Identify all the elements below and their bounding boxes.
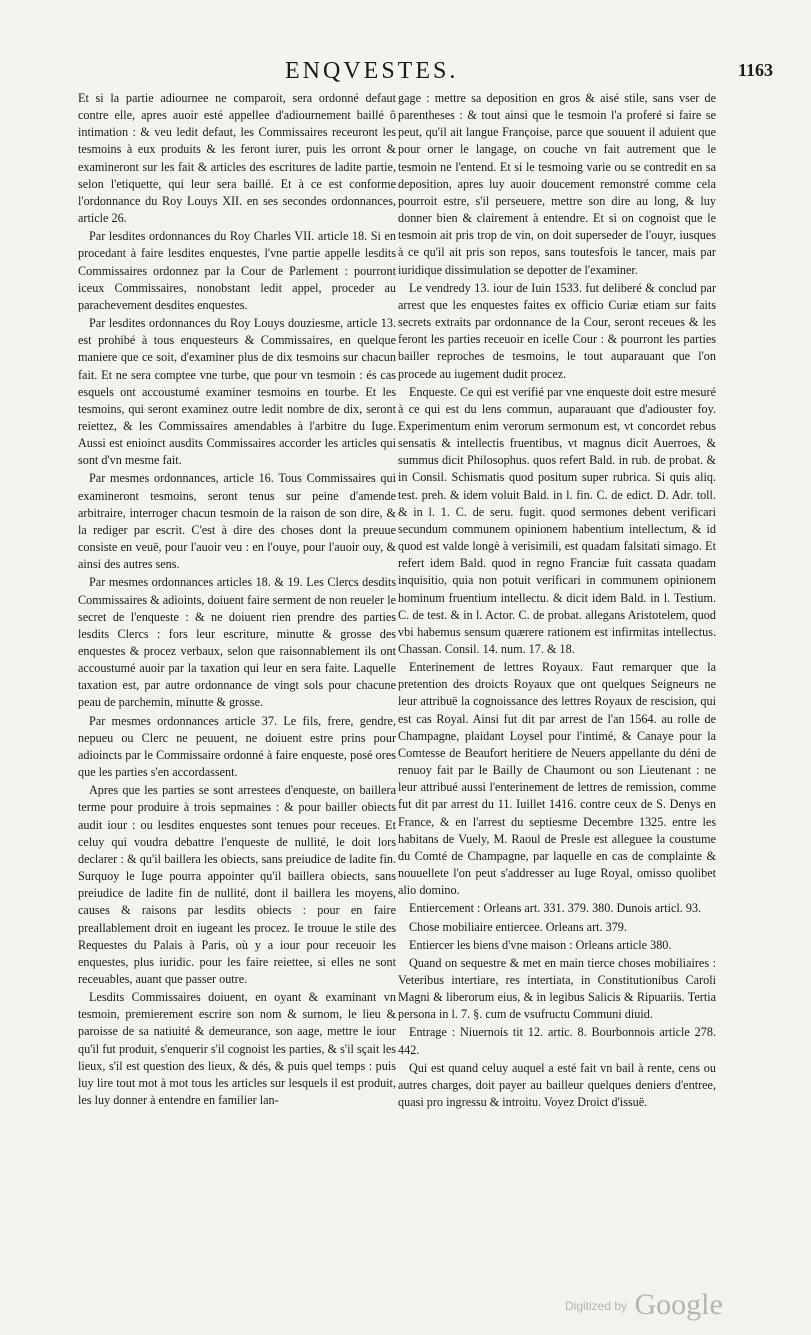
paragraph: Par mesmes ordonnances article 37. Le fils, frere, gendre, nepueu ou Clerc ne peuuent, ne doiuent estre prins pour adioincts par le Commissaire ordonné à faire enqueste, posé ores que les parties s'en accordassent.	[78, 713, 396, 780]
running-title: ENQVESTES.	[285, 58, 459, 84]
paragraph: Par lesdites ordonnances du Roy Louys douziesme, article 13. est prohibé à tous enquesteurs & Commissaires, en quelque maniere que ce soit, d'examiner plus de dix tesmoins sur chacun fait. Et ne sera comptee vne turbe, que pour vn tesmoin : és cas esquels ont accoustumé examiner tesmoins en tourbe. Et les tesmoins, qui seront examinez outre ledit nombre de dix, seront reiettez, & les Commissaires amendables à l'arbitre du Iuge. Aussi est enioinct ausdits Commissaires accorder les articles qui sont d'vn mesme fait.	[78, 316, 396, 468]
paragraph: Entrage : Niuernois tit 12. artic. 8. Bourbonnois article 278. 442.	[398, 1025, 716, 1057]
paragraph: Par lesdites ordonnances du Roy Charles VII. article 18. Si en procedant à faire lesdites enquestes, l'vne partie appelle lesdits Commissaires ordonnez par la Cour de Parlement : pourront iceux Commissaires, nonobstant ledit appel, proceder au parachevement desdites enquestes.	[78, 229, 396, 312]
paragraph: Et si la partie adiournee ne comparoit, sera ordonné defaut contre elle, apres auoir esté appellee d'adiournement baillé ô intimation : & veu ledit defaut, les Commissaires receuront les tesmoins à eux produits & les feront iurer, puis les orront & examineront sur les fait & articles des escritures de ladite partie, selon l'etiquette, qui leur sera baillé. Et à ce est conforme l'ordonnance du Roy Louys XII. en ses secondes ordonnances, article 26.	[78, 91, 396, 226]
right-column	[398, 90, 716, 1112]
paragraph: Enqueste. Ce qui est verifié par vne enqueste doit estre mesuré à ce qui est du lens commun, auparauant que d'adiouster foy. Experimentum enim verorum sermonum est, vt concordet rebus sensatis & intellectis fruentibus, vt magnus dicit Auerroes, & summus dicit Philosophus. quos refert Bald. in rub. de probat. & in Consil. Schismatis quod positum super rubrica. Si quis aliq. test. preh. & idem voluit Bald. in l. fin. C. de edict. D. Adr. toll. & in l. 1. C. de seru. fugit. quod sermones debent verificari secundum communem opinionem habentium intellectum, & id quod est valde longè à verisimili, est quadam falsitati simago. Et refert idem Bald. quod in regno Franciæ fuit cassata quadam inquisitio, quia non potuit verificari in communem opinionem hominum fruentium intellectu. & dicit idem Bald. in l. Testium. C. de test. & in l. Actor. C. de probat. allegans Aristotelem, quod vbi habemus sensum quærere rationem est infirmitas intellectus. Chassan. Consil. 14. num. 17. & 18.	[398, 384, 716, 656]
paragraph: Par mesmes ordonnances articles 18. & 19. Les Clercs desdits Commissaires & adioints, doiuent faire serment de non reueler le secret de l'enqueste : & ne doiuent rien prendre des parties lesdits Clercs : fors leur escriture, minutte & grosse des enquestes & procez verbaux, selon que raisonnablement ils ont accoustumé auoir par la taxation qui leur en sera faite. Laquelle taxation est, par autre ordonnance de vingt sols pour chacune peau de parchemin, minutte & grosse.	[78, 575, 396, 710]
paragraph: Entiercer les biens d'vne maison : Orleans article 380.	[409, 937, 672, 952]
page-number: 1163	[738, 60, 774, 80]
digitized-by-google-watermark	[565, 1288, 723, 1322]
paragraph: Le vendredy 13. iour de Iuin 1533. fut deliberé & conclud par arrest que les enquestes faites ex officio Curiæ etiam sur faits secrets extraits par ordonnance de la Cour, seront receues & les feront les parties receuoir en icelle Cour : & pourront les parties bailler reproches de tesmoins, le tout auparauant que l'on procede au iugement dudit procez.	[398, 280, 716, 381]
paragraph: Qui est quand celuy auquel a esté fait vn bail à rente, cens ou autres charges, doit payer au bailleur quelques deniers d'entree, quasi pro ingressu & introitu. Voyez Droict d'issuë.	[398, 1060, 716, 1110]
paragraph: Apres que les parties se sont arrestees d'enqueste, on baillera terme pour produire à trois sepmaines : & pour bailler obiects audit iour : ou lesdites enquestes sont tenues pour receues. Et celuy qui voudra debattre l'enqueste de nullité, le doit lors declarer : & qu'il baillera les obiects, sans preiudice de ladite fin. Surquoy le Iuge pourra appointer qu'il baillera obiects, sans preiudice de ladite fin de nullité, dont il baillera les moyens, causes & raisons par lesdits obiects : pour en faire preallablement droit en iugeant les procez. Ie trouue le stile des Requestes du Palais à Paris, où y a iour pour receuoir les enquestes, plus iuridic. pour les faire reiettee, si elles ne sont receuables, auant que passer outre.	[78, 783, 396, 986]
paragraph: Entiercement : Orleans art. 331. 379. 380. Dunois articl. 93.	[409, 901, 702, 916]
google-logo: Google	[634, 1288, 723, 1321]
paragraph: Par mesmes ordonnances, article 16. Tous Commissaires qui examineront tesmoins, seront tenus sur peine d'amende arbitraire, interroger chacun tesmoin de la raison de son dire, & la rediger par escrit. C'est à dire des choses dont la preuue consiste en veuë, pour l'auoir veu : en l'ouye, pour l'auoir ouy, & ainsi des autres sens.	[78, 471, 396, 572]
page-header	[0, 58, 811, 88]
paragraph: Lesdits Commissaires doiuent, en oyant & examinant vn tesmoin, premierement escrire son nom & surnom, le lieu & paroisse de sa natiuité & demeurance, son aage, mettre le iour qu'il fut produit, s'enquerir s'il cognoist les parties, & s'il sçait les lieux, s'il est question des lieux, & dés, & puis quel temps : puis luy lire tout mot à mot tous les articles sur lesquels il est produit, les luy donner à entendre en familier lan-	[78, 990, 396, 1108]
paragraph: Quand on sequestre & met en main tierce choses mobiliaires : Veteribus intertiare, res intertiata, in Constitutionibus Caroli Magni & liberorum eius, & in legibus Salicis & Ripuariis. Tertia persona in l. 7. §. cum de vsufructu Communi diuid.	[398, 955, 716, 1022]
paragraph: Chose mobiliaire entiercee. Orleans art. 379.	[409, 919, 627, 934]
paragraph: Enterinement de lettres Royaux. Faut remarquer que la pretention des droicts Royaux que ont quelques Seigneurs ne leur attribuë la cognoissance des lettres Royaux de rescision, qui est cas Royal. Ainsi fut dit par arrest de l'an 1564. au rolle de Champagne, plaidant Loysel pour l'intimé, & Canaye pour la Comtesse de Beaufort heritiere de Neuers appellante du déni de renuoy fait par le Bailly de Chaumont ou son Lieutenant : ne leur attribué aussi l'enterinement de lettres de remission, comme fut dit par arrest du 11. Iuillet 1416. contre ceux de S. Denys en France, & en l'arrest du septiesme Decembre 1325. entre les habitans de Vuely, M. Raoul de Presle est alleguee la coustume du Comté de Champagne, par laquelle en cas de complainte & nouuellete l'on peut s'addresser au Iuge Royal, omisso quolibet alio domino.	[398, 660, 716, 898]
watermark-prefix: Digitized by	[565, 1299, 628, 1313]
left-column	[78, 90, 396, 1110]
paragraph: gage : mettre sa deposition en gros & aisé stile, sans vser de parentheses : & tout ainsi que le tesmoin l'a proferé si faire se peut, qu'il ait langue Françoise, parce que souuent il aduient que pour orner le langage, on couche vn fait autrement que le tesmoin ne l'entend. Et si le tesmoing varie ou se contredit en sa deposition, apres luy auoir doucement remonstré comme cela pourroit estre, s'il perseuere, mettre son dire au long, & luy donner bien & clairement à entendre. Et si on cognoist que le tesmoin ait pris trop de vin, on doit superseder de l'ouyr, iusques à ce qu'il ait pris son repos, sans toutesfois le tancer, mais par iuridique dissimulation se depotter de l'examiner.	[398, 91, 716, 277]
